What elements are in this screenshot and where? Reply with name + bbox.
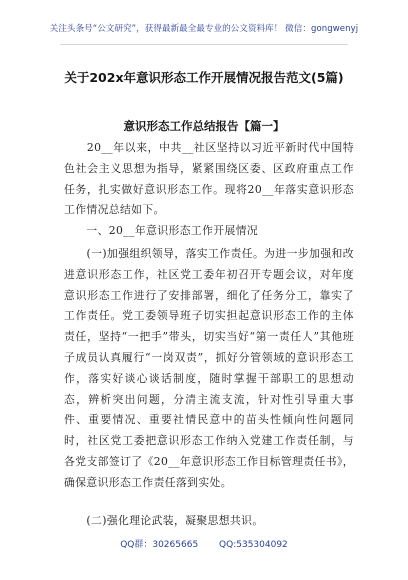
section-title: 意识形态工作总结报告【篇一】 [123, 119, 285, 133]
footer-qq-group: QQ群：30265665 [120, 540, 199, 550]
paragraph-heading-two: (二)强化理论武装，凝聚思想共识。 [64, 514, 264, 527]
header-banner: 关注头条号“公文研究”，获得最新最全最专业的公文资料库！ 微信：gongwenyj [49, 24, 359, 34]
paragraph-heading-one: 一、20__年意识形态工作开展情况 [64, 224, 259, 237]
document-title: 关于202x年意识形态工作开展情况报告范文(5篇) [64, 70, 344, 85]
paragraph-leadership: (一)加强组织领导，落实工作责任。为进一步加强和改进意识形态工作，社区党工委年初召开专题会议，对年度意识形态工作进行了安排部署，细化了任务分工，靠实了工作责任。党工委领导班子切实担起意识形态工作的主体责任，坚持“一把手”带头，切实当好“第一责任人”其他班子成员认真履行“一岗双责”，抓好分管领域的意识形态工作，落实好谈心谈话制度，随时掌握干部职工的思想动态，辨析突出问题，分清主流支流，针对性引导重大事件、重要情况、重要社情民意中的苗头性倾向性问题同时，社区党工委把意识形态工作纳入党建工作责任制，与各党支部签订了《20__年意识形态工作目标管理责任书》，确保意识形态工作责任落到实处。 [64, 247, 354, 489]
header-divider [60, 44, 348, 45]
paragraph-intro: 20__年以来，中共__社区坚持以习近平新时代中国特色社会主义思想为指导，紧紧围绕区委、区政府重点工作任务，扎实做好意识形态工作。现将20__年落实意识形态工作情况总结如下。 [64, 141, 354, 217]
footer-contact [0, 537, 408, 550]
footer-qq: QQ:535304092 [219, 540, 288, 550]
